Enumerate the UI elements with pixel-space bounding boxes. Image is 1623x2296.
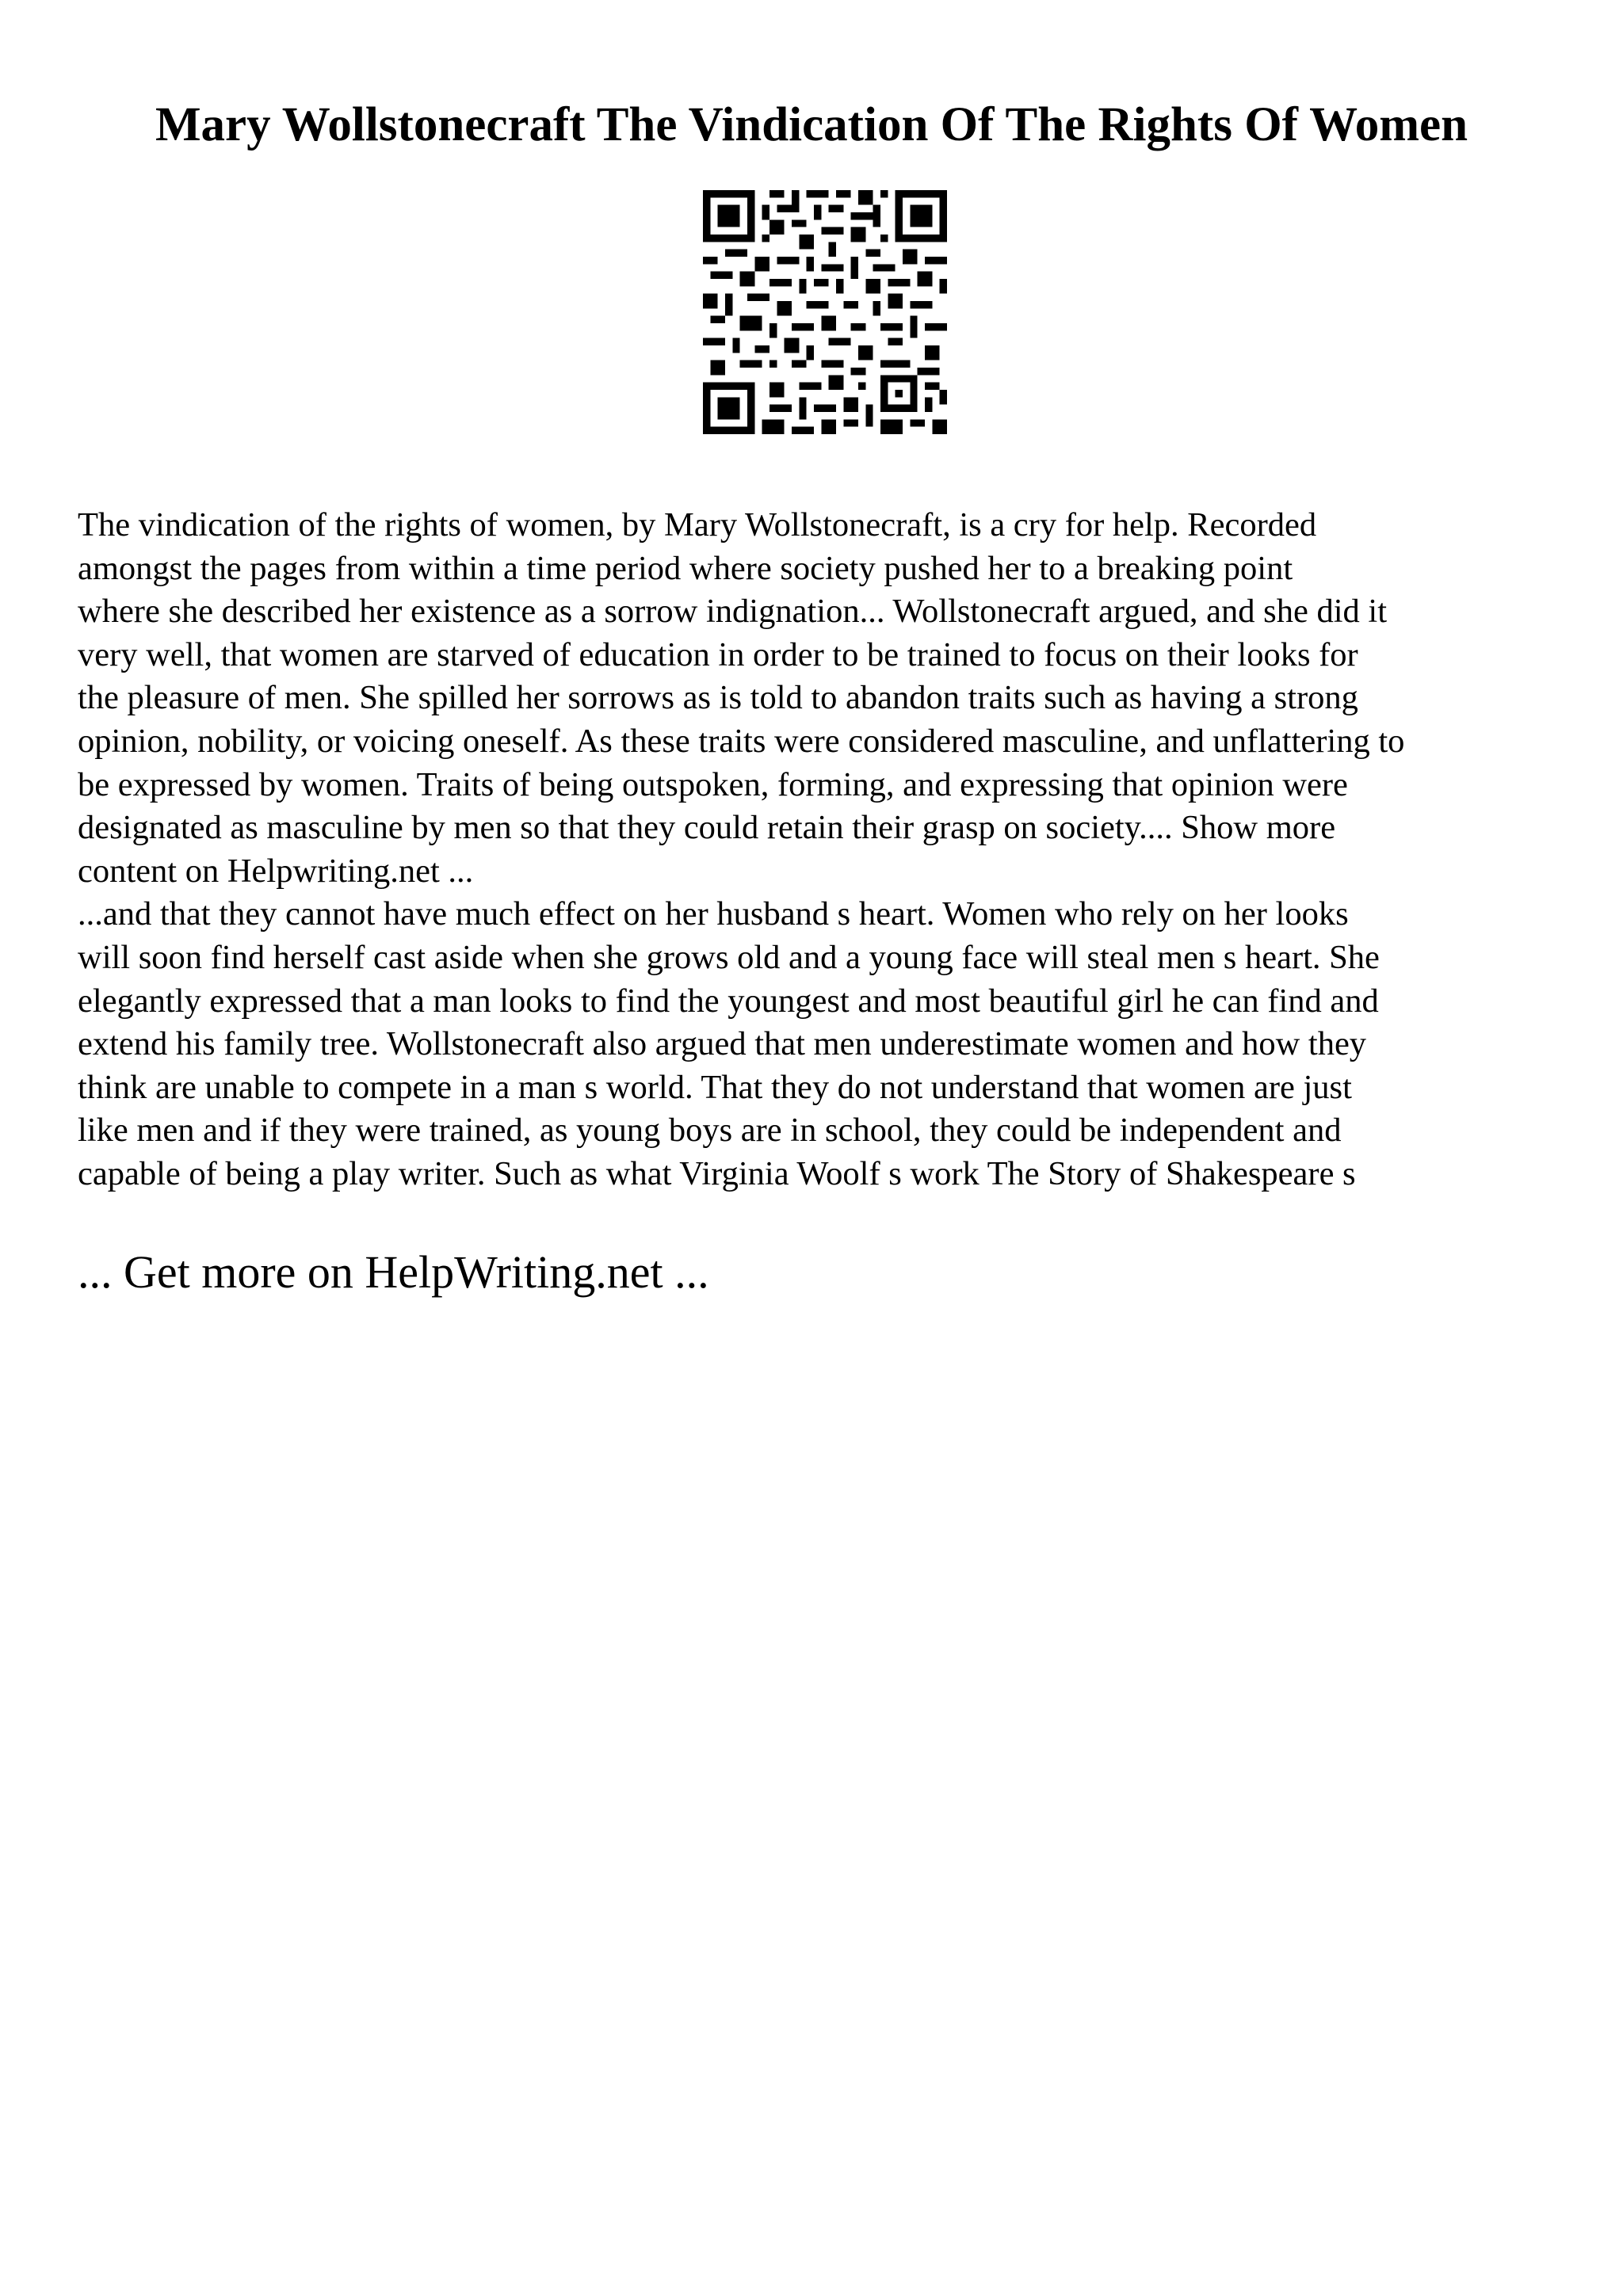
body-line: ...and that they cannot have much effect on her husband s heart. Women who rely on her looks	[78, 895, 1349, 933]
body-line: be expressed by women. Traits of being outspoken, forming, and expressing that opinion were	[78, 765, 1348, 803]
body-line: like men and if they were trained, as young boys are in school, they could be independent and	[78, 1112, 1342, 1150]
body-line: extend his family tree. Wollstonecraft also argued that men underestimate women and how they	[78, 1025, 1367, 1063]
body-line: The vindication of the rights of women, by Mary Wollstonecraft, is a cry for help. Recorded	[78, 506, 1317, 543]
body-line: opinion, nobility, or voicing oneself. As these traits were considered masculine, and unflattering to	[78, 722, 1405, 760]
body-text	[78, 504, 1583, 1196]
document-title: Mary Wollstonecraft The Vindication Of The Rights Of Women	[155, 98, 1468, 151]
body-line: content on Helpwriting.net ...	[78, 852, 474, 890]
body-line: very well, that women are starved of education in order to be trained to focus on their looks for	[78, 635, 1358, 673]
body-line: amongst the pages from within a time period where society pushed her to a breaking point	[78, 549, 1293, 587]
body-line: designated as masculine by men so that they could retain their grasp on society.... Show more	[78, 809, 1336, 847]
get-more-link[interactable]: ... Get more on HelpWriting.net ...	[78, 1246, 709, 1298]
body-line: capable of being a play writer. Such as what Virginia Woolf s work The Story of Shakespeare s	[78, 1154, 1356, 1192]
body-line: elegantly expressed that a man looks to find the youngest and most beautiful girl he can find and	[78, 982, 1379, 1020]
body-line: the pleasure of men. She spilled her sorrows as is told to abandon traits such as having a strong	[78, 679, 1358, 717]
body-line: where she described her existence as a sorrow indignation... Wollstonecraft argued, and she did it	[78, 593, 1388, 631]
body-line: will soon find herself cast aside when she grows old and a young face will steal men s heart. She	[78, 938, 1380, 976]
body-line: think are unable to compete in a man s world. That they do not understand that women are just	[78, 1068, 1352, 1106]
qr-code-icon[interactable]	[703, 190, 947, 434]
